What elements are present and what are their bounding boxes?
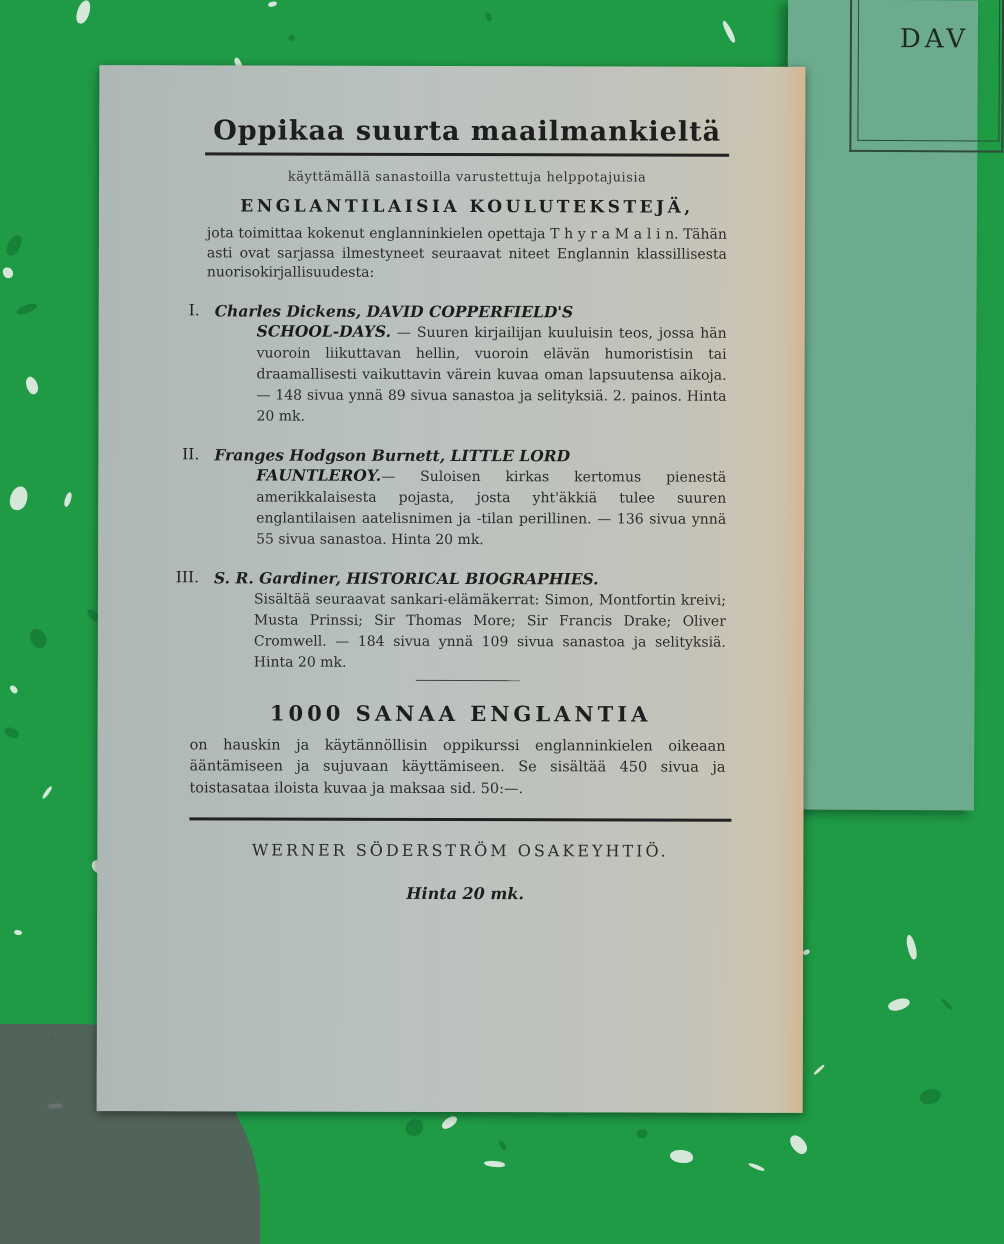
book-title-continued: SCHOOL-DAYS. [257,321,391,340]
table-speckle [497,1139,508,1151]
table-speckle [2,726,19,739]
table-speckle [918,1085,943,1107]
table-speckle [813,1064,825,1076]
table-speckle [636,1127,649,1139]
table-speckle [23,375,41,396]
table-speckle [484,11,493,21]
book-entry-2 [206,445,726,551]
book-numeral: II. [159,445,199,463]
book-text: Sisältää seuraavat sankari-elämäkerrat: Simon, Montfortin kreivi; Musta Prinssi; Sir Thomas More; Sir Francis Drake; Oliver Cromwell. — 184 sivua ynnä 109 sivua sanastoa ja selityksiä. Hinta 20 mk. [254,591,726,670]
series-title: ENGLANTILAISIA KOULUTEKSTEJÄ, [207,196,727,217]
table-speckle [786,1132,810,1156]
book-back-cover [97,65,806,1113]
table-speckle [484,1160,505,1167]
book-description [254,587,726,674]
headline: Oppikaa suurta maailmankieltä [205,115,729,156]
table-speckle [802,948,810,956]
table-speckle [41,785,54,800]
cover-title: DAV [900,24,969,54]
book-numeral: III. [159,568,199,586]
table-speckle [9,684,19,695]
course-title: 1000 SANAA ENGLANTIA [186,700,736,726]
table-speckle [25,626,49,651]
price: Hinta 20 mk. [205,883,725,903]
book-heading: Charles Dickens, DAVID COPPERFIELD'S [215,301,727,321]
intro-paragraph: jota toimittaa kokenut englanninkielen opettaja T h y r a M a l i n. Tähän asti ovat sarjassa ilmestyneet seuraavat niteet Englannin klassillisesta nuorisokirjallisuudesta: [207,224,727,284]
green-book-cover [784,0,978,810]
table-speckle [904,934,919,960]
table-speckle [268,1,277,8]
table-speckle [288,34,295,41]
table-speckle [74,0,92,25]
thick-divider [189,817,731,821]
book-heading: S. R. Gardiner, HISTORICAL BIOGRAPHIES. [214,568,726,588]
cover-content [205,115,727,903]
book-entry-1 [206,301,726,428]
book-text: — Suloisen kirkas kertomus pienestä amerikkalaisesta pojasta, josta yht'äkkiä tulee suuren englantilaisen aatelisnimen ja -tilan perillinen. — 136 sivua ynnä 55 sivua sanastoa. Hinta 20 mk. [256,468,726,547]
intro-line: käyttämällä sanastoilla varustettuja helppotajuisia [207,169,727,185]
table-speckle [670,1150,693,1164]
book-heading: Franges Hodgson Burnett, LITTLE LORD [214,445,726,465]
table-speckle [721,20,737,44]
book-description [256,464,726,551]
table-speckle [440,1115,459,1131]
table-speckle [748,1162,765,1171]
table-speckle [14,930,22,935]
table-speckle [17,301,39,317]
table-speckle [63,492,74,508]
short-divider [416,679,520,680]
closing-paragraph: on hauskin ja käytännöllisin oppikurssi englanninkielen oikeaan ääntämiseen ja sujuvaan käyttämiseen. Se sisältää 450 sivua ja toistasataa iloista kuvaa ja maksaa sid. 50:—. [189,735,725,801]
cover-frame-inner [857,0,1000,142]
table-speckle [2,266,14,279]
book-numeral: I. [160,301,200,319]
book-entry-3 [206,568,726,674]
table-speckle [404,1117,425,1138]
table-speckle [940,998,953,1011]
book-description [256,320,726,428]
table-speckle [887,996,911,1014]
publisher: WERNER SÖDERSTRÖM OSAKEYHTIÖ. [185,840,735,860]
book-title-continued: FAUNTLEROY. [256,465,381,484]
table-speckle [10,485,29,511]
book-text: — Suuren kirjailijan kuuluisin teos, jossa hän vuoroin liikuttavan hellin, vuoroin elävän humoristisin tai draamallisesti vaikuttavin värein kuvaa oman lapsuutensa aikoja. — 148 sivua ynnä 89 sivua sanastoa ja selityksiä. 2. painos. Hinta 20 mk. [256,324,726,424]
table-speckle [4,233,24,258]
